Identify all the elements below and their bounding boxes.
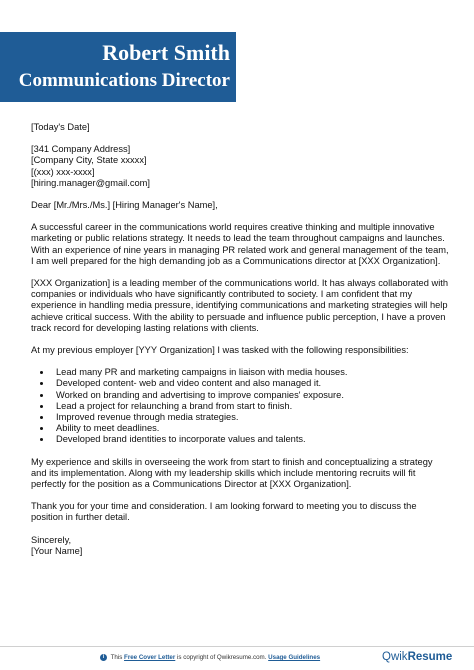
address-line: [341 Company Address] [31,144,131,155]
info-icon: i [100,654,107,661]
paragraph: A successful career in the communications world requires creative thinking and multiple innovative marketing or public relations strategy. It needs to lead the team throughout campaigns and launches. With an experience of nine years in managing PR related work and general management of the team, I am well prepared for the high demanding job as a Communications director at [XXX Organization]. [31,222,449,266]
list-item: • Lead a project for relaunching a brand from start to finish. [52,401,449,412]
free-cover-letter-link[interactable]: Free Cover Letter [124,654,176,662]
copyright-notice [100,654,320,661]
candidate-name: Robert Smith [102,40,230,65]
usage-guidelines-link[interactable]: Usage Guidelines [268,654,321,662]
page-footer [0,646,474,670]
signoff: Sincerely, [31,534,72,545]
address-line: [hiring.manager@gmail.com] [31,177,150,188]
paragraph: [XXX Organization] is a leading member of the communications world. It has always collaborated with companies or individuals who have significantly contributed to society. I am confident that my experience in handling media pressure, identifying communications and marketing strategies will help achieve critical success. With the ability to persuade and influence public perception, I have a proven track record for developing lasting relations with clients. [31,278,449,333]
list-item: • Worked on branding and advertising to improve companies' exposure. [52,390,449,401]
paragraph: At my previous employer [YYY Organization] I was tasked with the following responsibilities: [31,345,409,356]
job-title: Communications Director [18,70,230,91]
footer-divider [0,646,474,647]
list-item: • Ability to meet deadlines. [52,423,449,434]
list-item: • Developed brand identities to incorporate values and talents. [52,434,449,445]
salutation: Dear [Mr./Mrs./Ms.] [Hiring Manager's Name], [31,200,218,211]
brand-part-qwik: Qwik [382,651,408,663]
responsibilities-list [31,367,449,445]
footer-middle: is copyright of Qwikresume.com. [177,654,267,662]
recipient-address [31,144,449,189]
letter-date: [Today's Date] [31,122,90,132]
list-item: • Lead many PR and marketing campaigns in liaison with media houses. [52,367,449,378]
footer-prefix: This [110,654,123,662]
list-item: • Improved revenue through media strategies. [52,412,449,423]
paragraph: Thank you for your time and consideration. I am looking forward to meeting you to discuss the position in further detail. [31,501,417,523]
paragraph: My experience and skills in overseeing the work from start to finish and conceptualizing a strategy and its implementation. Along with my leadership skills which include mentoring recruits will fit perfectly for the position as a Communications Director at [XXX Organization]. [31,456,433,490]
address-line: [Company City, State xxxxx] [31,155,147,166]
brand-part-resume: Resume [407,651,453,663]
letter-body [31,122,449,557]
address-line: [(xxx) xxx-xxxx] [31,166,95,177]
list-item: • Developed content- web and video content and also managed it. [52,378,449,389]
brand-logo[interactable] [382,651,452,663]
signature: [Your Name] [31,545,83,556]
